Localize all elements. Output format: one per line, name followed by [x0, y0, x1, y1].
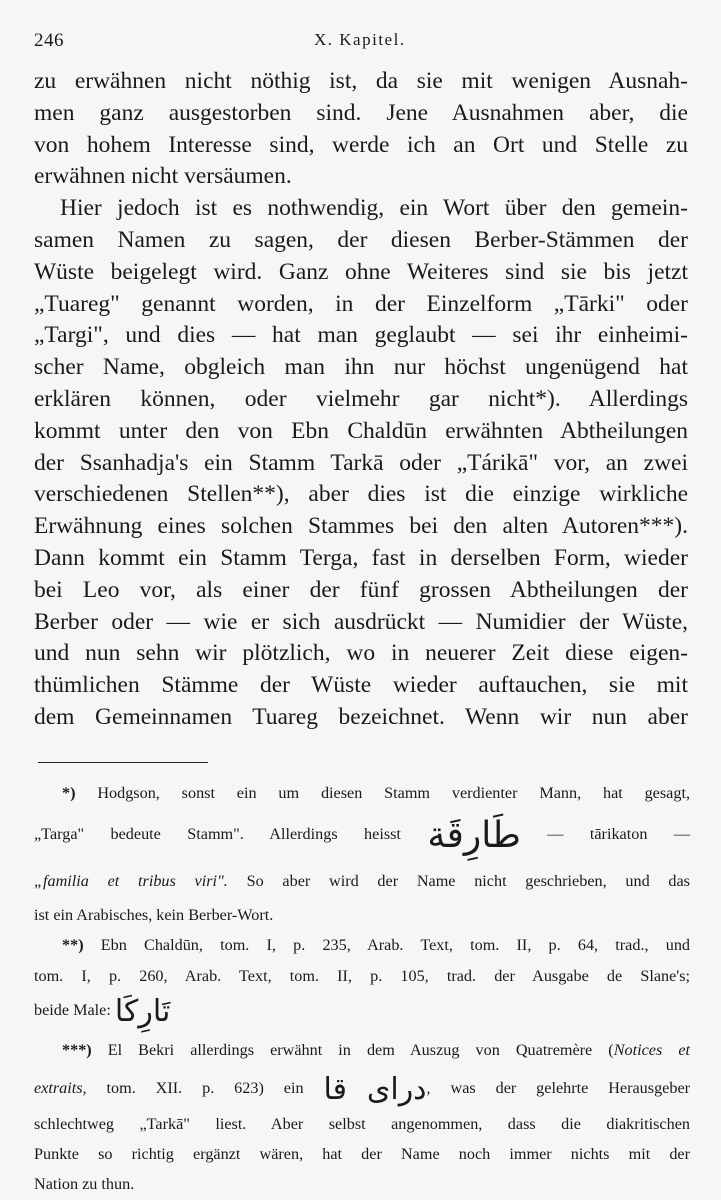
text-line: erwähnen nicht versäumen.	[34, 163, 292, 190]
arabic-word: دراى	[366, 1071, 427, 1107]
text-line: erklären können, oder vielmehr gar nicht*). Allerdings	[34, 385, 688, 412]
footnote-3-line: schlechtweg „Tarkā" liest. Aber selbst angenommen, dass die diakritischen	[34, 1114, 690, 1133]
footnote-3-line	[34, 1069, 690, 1109]
text-line: zu erwähnen nicht nöthig ist, da sie mit wenigen Ausnah-	[34, 68, 688, 94]
text-line: men ganz ausgestorben sind. Jene Ausnahmen aber, die	[34, 99, 688, 126]
footnote-3-line: Punkte so richtig ergänzt wären, hat der Name noch immer nichts mit der	[34, 1145, 690, 1164]
text-line: Dann kommt ein Stamm Terga, fast in derselben Form, wieder	[34, 544, 688, 571]
footnote-text: „Targa" bedeute Stamm". Allerdings heisst	[34, 825, 401, 844]
arabic-word: تَارِكَا	[114, 993, 171, 1029]
text-line: kommt unter den von Ebn Chaldūn erwähnten Abtheilungen	[34, 417, 688, 444]
text-line: Wüste beigelegt wird. Ganz ohne Weiteres sind sie bis jetzt	[34, 258, 688, 285]
footnote-2-line	[34, 930, 690, 960]
footnote-text: — tārikaton —	[547, 825, 691, 844]
footnote-2-line: tom. I, p. 260, Arab. Text, tom. II, p. 105, trad. der Ausgabe de Slane's;	[34, 966, 690, 985]
text-line: dem Gemeinnamen Tuareg bezeichnet. Wenn wir nun aber	[34, 703, 688, 730]
footnote-1-line	[34, 862, 690, 900]
main-text	[34, 66, 688, 734]
footnote-1-line: ist ein Arabisches, kein Berber-Wort.	[34, 906, 274, 925]
footnote-italic: Notices et	[613, 1040, 691, 1059]
footnote-rule	[38, 762, 208, 763]
text-line: Berber oder — wie er sich ausdrückt — Numidier der Wüste,	[34, 608, 688, 635]
footnote-text: beide Male:	[34, 1000, 111, 1019]
footnote-text: tom. XII. p. 623) ein	[106, 1078, 304, 1097]
footnote-italic: „familia et tribus viri".	[34, 872, 228, 891]
arabic-word: طَارِقَة	[427, 815, 521, 857]
footnote-marker: **)	[62, 936, 84, 955]
text-line: scher Name, obgleich man ihn nur höchst ungenügend hat	[34, 354, 688, 381]
text-line: samen Namen zu sagen, der diesen Berber-Stämmen der	[34, 226, 688, 253]
text-line: und nun sehn wir plötzlich, wo in neuerer Zeit diese eigen-	[34, 640, 688, 667]
page-number: 246	[34, 30, 64, 51]
footnote-1-line	[34, 778, 690, 808]
footnote-3-line: Nation zu thun.	[34, 1175, 135, 1194]
text-line: „Targi", und dies — hat man geglaubt — sei ihr einheimi-	[34, 322, 688, 349]
text-line: Hier jedoch ist es nothwendig, ein Wort über den gemein-	[60, 195, 688, 222]
text-line: der Ssanhadja's ein Stamm Tarkā oder „Tárikā" vor, an zwei	[34, 449, 688, 476]
footnote-text: El Bekri allerdings erwähnt in dem Auszug von Quatremère (	[107, 1040, 614, 1059]
footnote-text: Hodgson, sonst ein um diesen Stamm verdienter Mann, hat gesagt,	[97, 784, 690, 802]
text-line: „Tuareg" genannt worden, in der Einzelform „Tārki" oder	[34, 290, 688, 317]
footnote-italic: extraits,	[34, 1078, 87, 1097]
arabic-word: قا	[323, 1071, 347, 1107]
footnote-marker: ***)	[62, 1040, 92, 1059]
page-header	[34, 30, 684, 54]
text-line: bei Leo vor, als einer der fünf grossen Abtheilungen der	[34, 576, 688, 603]
footnote-text: Ebn Chaldūn, tom. I, p. 235, Arab. Text, tom. II, p. 64, trad., und	[100, 936, 691, 955]
footnote-text: So aber wird der Name nicht geschrieben, und das	[246, 872, 690, 891]
footnote-3-line	[34, 1031, 690, 1069]
running-head: X. Kapitel.	[314, 30, 406, 49]
text-line: Erwähnung eines solchen Stammes bei den alten Autoren***).	[34, 513, 688, 540]
footnote-marker: *)	[62, 784, 76, 802]
footnote-text: , was der gelehrte Herausgeber	[426, 1078, 691, 1097]
text-line: verschiedenen Stellen**), aber dies ist die einzige wirkliche	[34, 481, 688, 508]
footnote-1-line	[34, 808, 690, 862]
footnotes	[34, 778, 690, 1199]
text-line: von hohem Interesse sind, werde ich an Ort und Stelle zu	[34, 131, 688, 158]
text-line: thümlichen Stämme der Wüste wieder auftauchen, sie mit	[34, 672, 688, 699]
footnote-2-line	[34, 991, 690, 1031]
